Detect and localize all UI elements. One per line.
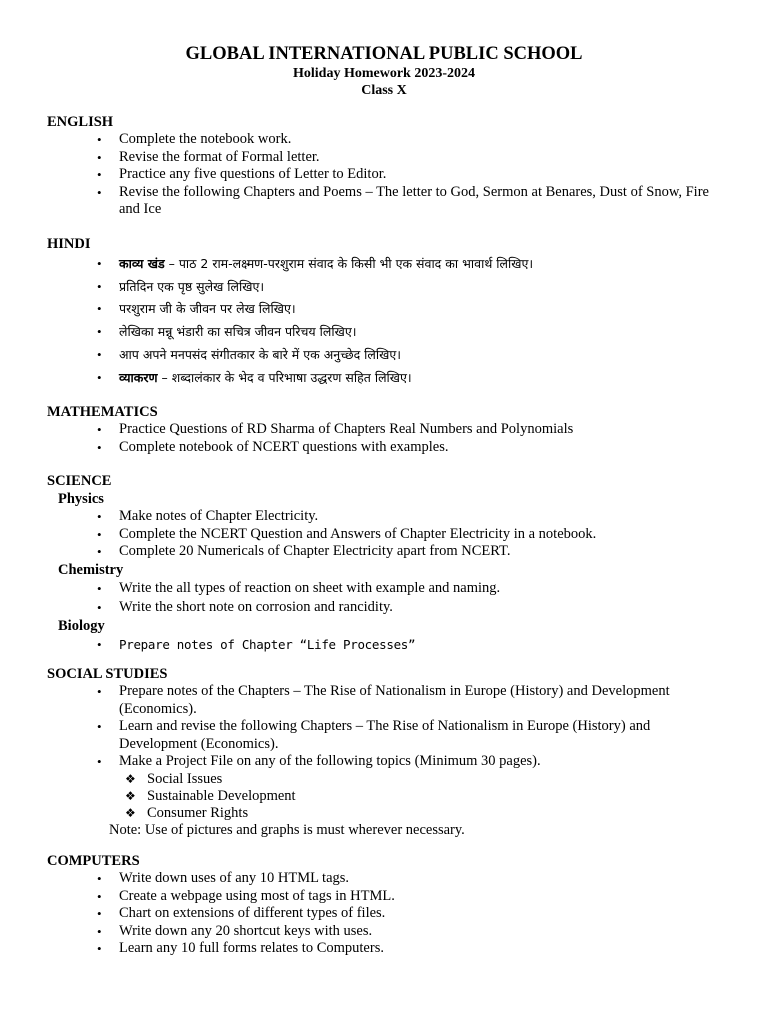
- bullet-icon: •: [97, 439, 102, 455]
- bullet-icon: •: [97, 719, 102, 734]
- list-item: • Prepare notes of the Chapters – The Rise of Nationalism in Europe (History) and Development (Economics).: [97, 683, 670, 717]
- bullet-icon: •: [97, 684, 102, 699]
- list-item: • Revise the format of Formal letter.: [97, 148, 320, 165]
- list-item: • Complete the NCERT Question and Answers of Chapter Electricity in a notebook.: [97, 525, 597, 542]
- list-item: • आप अपने मनपसंद संगीतकार के बारे में एक अनुच्छेद लिखिए।: [47, 344, 719, 367]
- list-item: • Learn any 10 full forms relates to Computers.: [97, 940, 384, 956]
- list-item: • परशुराम जी के जीवन पर लेख लिखिए।: [47, 298, 719, 321]
- list-item: ❖ Social Issues: [125, 770, 223, 787]
- list-item: • लेखिका मन्नू भंडारी का सचित्र जीवन परिचय लिखिए।: [47, 321, 719, 344]
- bullet-icon: •: [97, 636, 102, 652]
- list-item: • Write the all types of reaction on sheet with example and naming.: [97, 579, 501, 596]
- bullet-icon: •: [97, 509, 102, 524]
- bullet-icon: •: [97, 167, 102, 182]
- section-heading-mathematics: MATHEMATICS: [47, 404, 158, 420]
- subheading-biology: Biology: [58, 617, 105, 634]
- list-item: • Write the short note on corrosion and rancidity.: [97, 598, 393, 615]
- bullet-icon: •: [97, 149, 102, 165]
- section-heading-computers: COMPUTERS: [47, 853, 140, 869]
- hindi-list: [47, 253, 727, 389]
- list-item: • Write down uses of any 10 HTML tags.: [97, 870, 350, 886]
- english-list: [47, 131, 727, 219]
- biology-list: [47, 635, 727, 655]
- english-section: [47, 113, 727, 219]
- bullet-icon: •: [97, 324, 102, 340]
- homework-subtitle: Holiday Homework 2023-2024: [293, 66, 475, 81]
- bullet-icon: •: [97, 256, 102, 271]
- list-item: • Chart on extensions of different types of files.: [97, 905, 386, 921]
- bullet-icon: •: [97, 871, 102, 886]
- bullet-icon: •: [97, 923, 102, 939]
- bullet-icon: •: [97, 526, 102, 542]
- list-item: • Make a Project File on any of the following topics (Minimum 30 pages).: [97, 753, 541, 769]
- bullet-icon: •: [97, 422, 102, 437]
- mathematics-section: [47, 403, 727, 456]
- class-label: Class X: [361, 83, 407, 98]
- subheading-chemistry: Chemistry: [58, 561, 124, 578]
- chemistry-list: [47, 579, 727, 617]
- bullet-icon: •: [97, 278, 102, 294]
- list-item: • Practice any five questions of Letter to Editor.: [97, 166, 387, 182]
- list-item: • Make notes of Chapter Electricity.: [97, 508, 319, 524]
- computers-section: [47, 852, 727, 958]
- bullet-icon: •: [97, 754, 102, 769]
- diamond-bullet-icon: ❖: [125, 771, 136, 786]
- diamond-bullet-icon: ❖: [125, 805, 136, 820]
- project-note: Note: Use of pictures and graphs is must wherever necessary.: [109, 821, 465, 838]
- list-item: • Complete the notebook work.: [97, 131, 292, 147]
- bullet-icon: •: [97, 544, 102, 559]
- list-item: • Complete 20 Numericals of Chapter Electricity apart from NCERT.: [97, 543, 511, 559]
- school-title: GLOBAL INTERNATIONAL PUBLIC SCHOOL: [185, 44, 583, 64]
- bullet-icon: •: [97, 184, 102, 200]
- list-item: ❖ Consumer Rights: [125, 804, 249, 821]
- bullet-icon: •: [97, 369, 102, 385]
- bullet-icon: •: [97, 599, 102, 615]
- list-item: • Practice Questions of RD Sharma of Chapters Real Numbers and Polynomials: [97, 421, 574, 437]
- social-studies-list: [47, 683, 727, 771]
- list-item: • Learn and revise the following Chapters – The Rise of Nationalism in Europe (History) and Development (Economics).: [97, 718, 651, 752]
- list-item: ❖ Sustainable Development: [125, 787, 296, 804]
- section-heading-hindi: HINDI: [47, 236, 91, 252]
- document-header: [0, 43, 768, 99]
- list-item: • प्रतिदिन एक पृष्ठ सुलेख लिखिए।: [47, 276, 719, 299]
- list-item: • Write down any 20 shortcut keys with uses.: [97, 922, 373, 939]
- bullet-icon: •: [97, 132, 102, 147]
- hindi-section: [47, 235, 727, 389]
- project-topics-list: [47, 771, 727, 822]
- list-item: • Create a webpage using most of tags in HTML.: [97, 887, 395, 904]
- mathematics-list: [47, 421, 727, 456]
- list-item: • Complete notebook of NCERT questions with examples.: [97, 438, 449, 455]
- list-item: • काव्य खंड – पाठ 2 राम-लक्ष्मण-परशुराम संवाद के किसी भी एक संवाद का भावार्थ लिखिए।: [47, 253, 719, 276]
- social-studies-section: [47, 665, 727, 839]
- list-item: • Prepare notes of Chapter “Life Processes”: [97, 636, 416, 652]
- bullet-icon: •: [97, 580, 102, 596]
- computers-list: [47, 870, 727, 958]
- bullet-icon: •: [97, 906, 102, 921]
- diamond-bullet-icon: ❖: [125, 788, 136, 803]
- bullet-icon: •: [97, 301, 102, 317]
- bullet-icon: •: [97, 941, 102, 956]
- list-item: • Revise the following Chapters and Poems – The letter to God, Sermon at Benares, Dust of Snow, Fire and Ice: [97, 183, 709, 217]
- subheading-physics: Physics: [58, 491, 104, 507]
- section-heading-social-studies: SOCIAL STUDIES: [47, 666, 168, 682]
- section-heading-science: SCIENCE: [47, 473, 112, 489]
- bullet-icon: •: [97, 888, 102, 904]
- physics-list: [47, 508, 727, 561]
- list-item: • व्याकरण – शब्दालंकार के भेद व परिभाषा उद्धरण सहित लिखिए।: [47, 367, 719, 390]
- bullet-icon: •: [97, 346, 102, 362]
- science-section: [47, 472, 727, 655]
- section-heading-english: ENGLISH: [47, 114, 114, 130]
